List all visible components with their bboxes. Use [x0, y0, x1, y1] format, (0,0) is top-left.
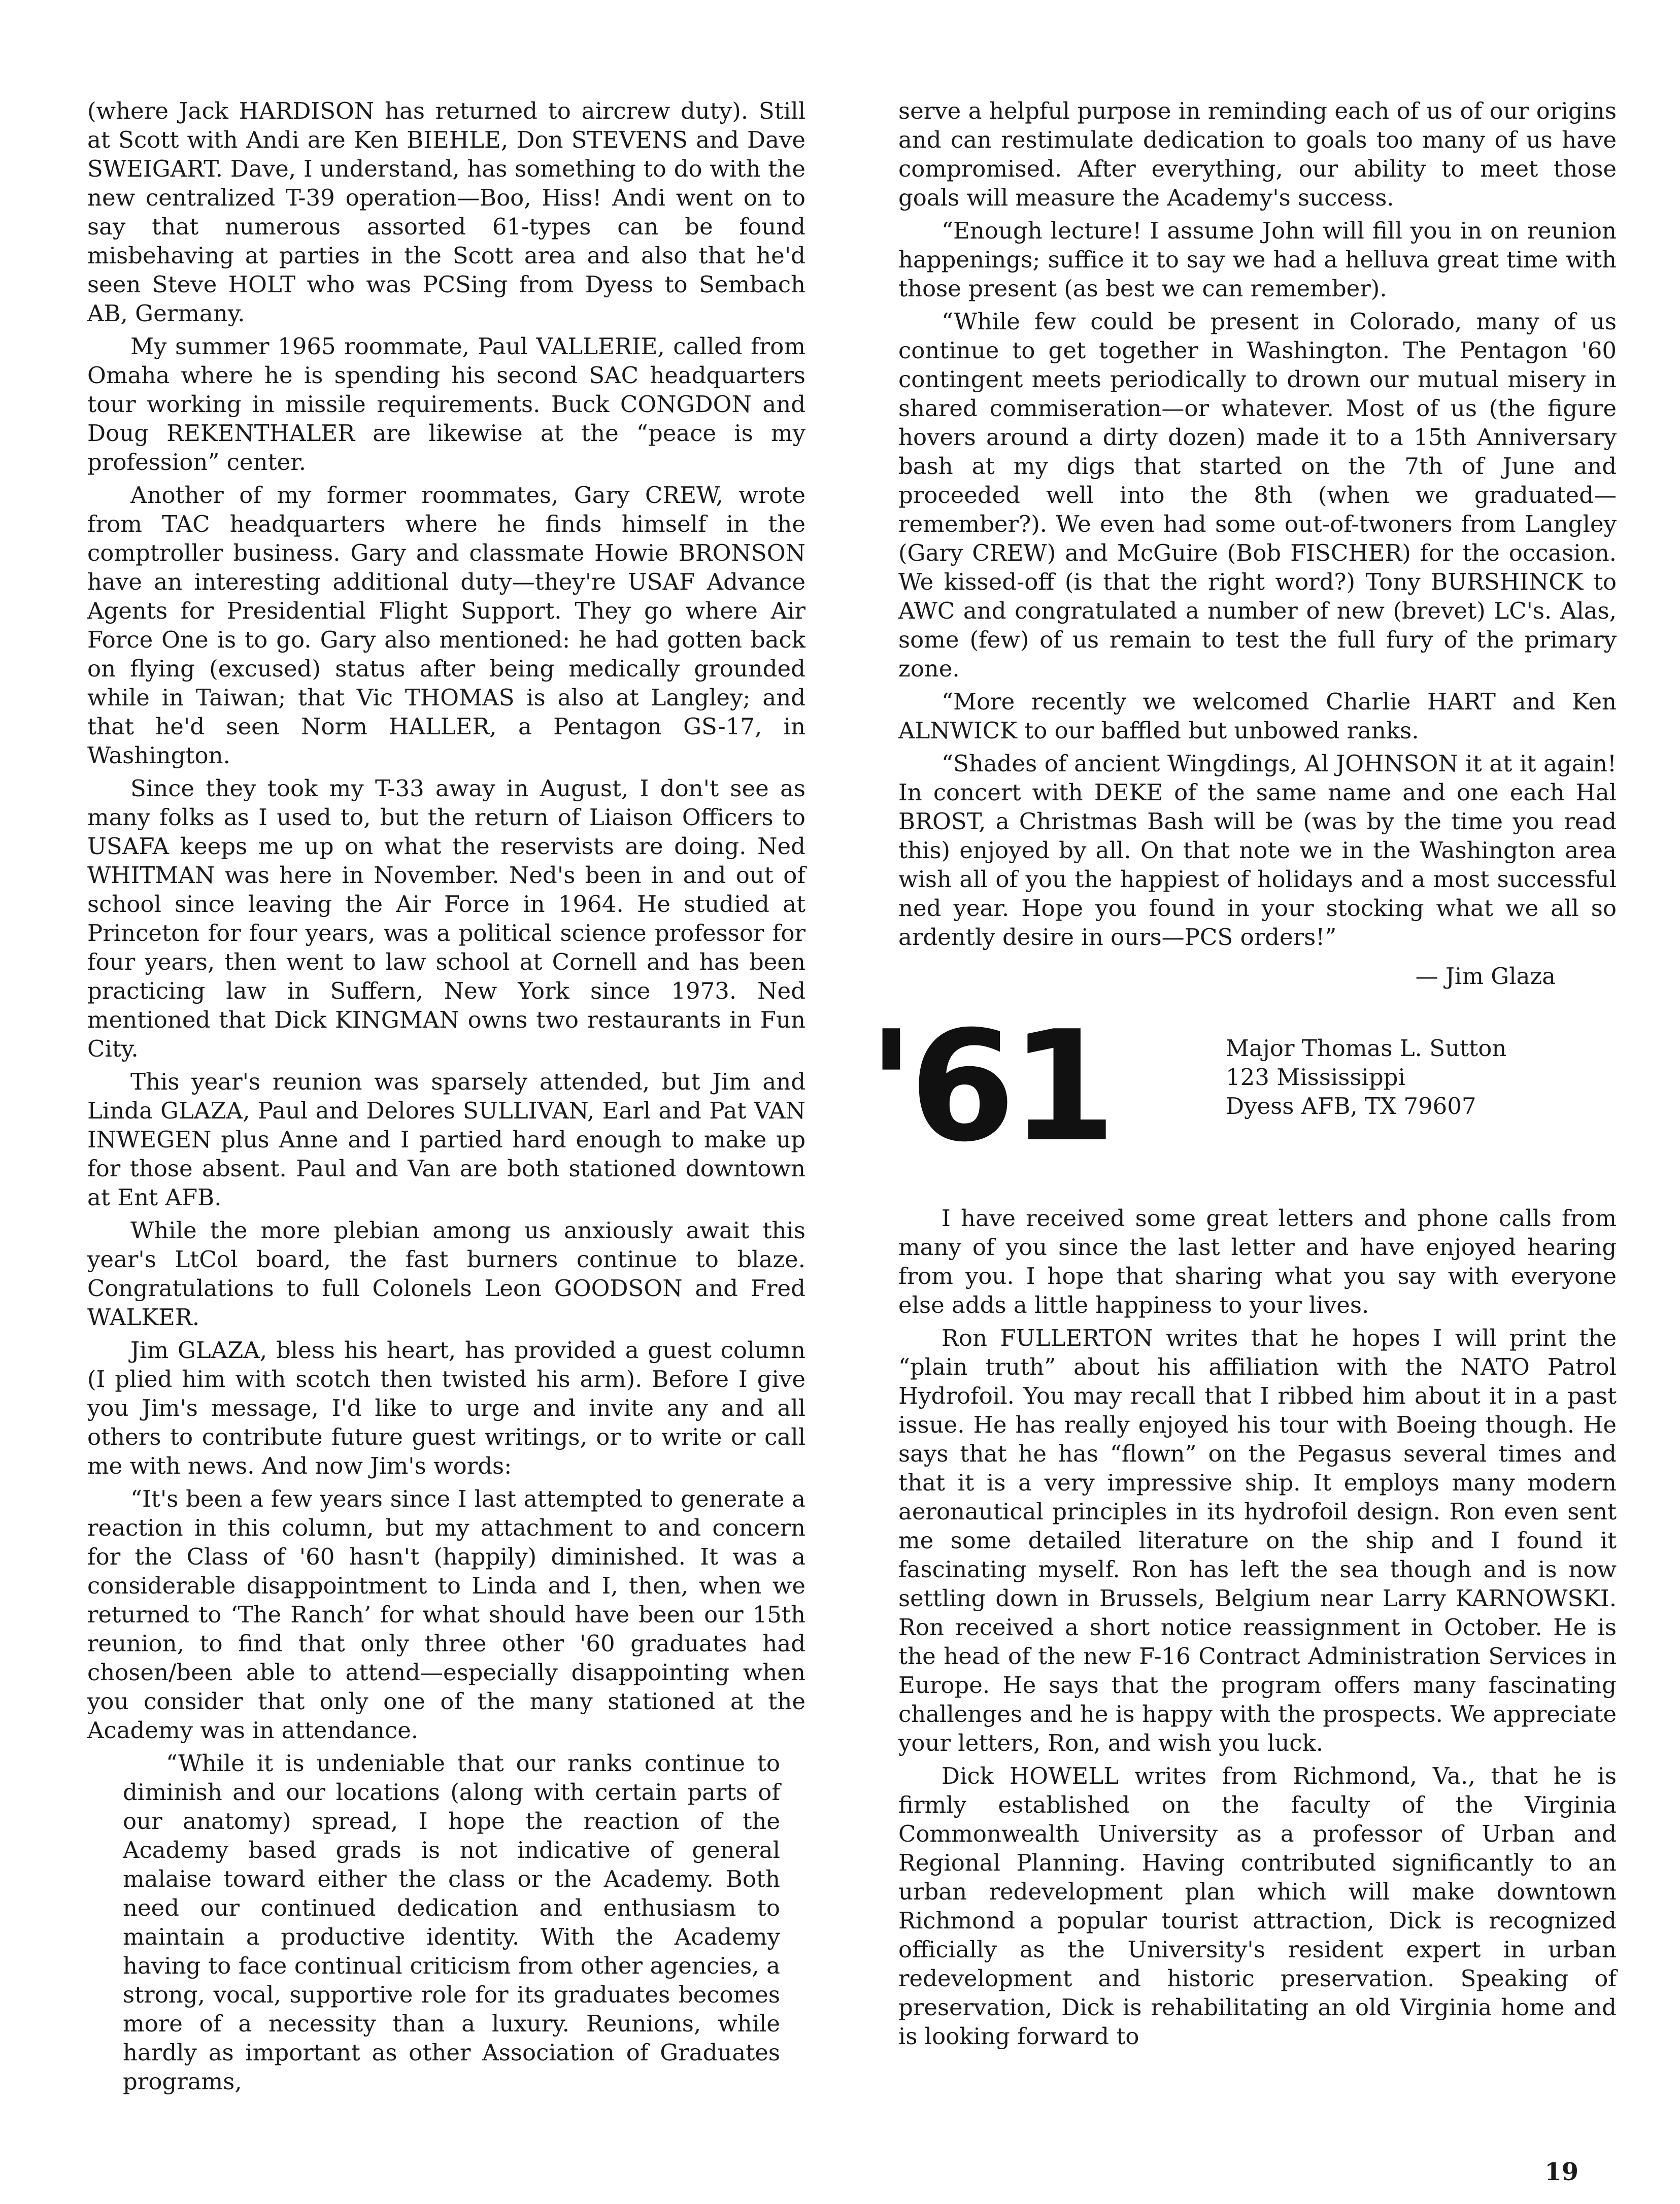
address-city: Dyess AFB, TX 79607 [1226, 1093, 1476, 1120]
paragraph: While the more plebian among us anxiously await this year's LtCol board, the fast burners continue to blaze. Congratulations to full Colonels Leon GOODSON and Fred WALKER. [87, 1217, 805, 1331]
paragraph: Since they took my T-33 away in August, I don't see as many folks as I used to, but the return of Liaison Officers to USAFA keeps me up on what the reservists are doing. Ned WHITMAN was here in November. Ned's been in and out of school since leaving the Air Force in 1964. He studied at Princeton for four years, was a political science professor for four years, then went to law school at Cornell and has been practicing law in Suffern, New York since 1973. Ned mentioned that Dick KINGMAN owns two restaurants in Fun City. [87, 775, 805, 1062]
paragraph: I have received some great letters and phone calls from many of you since the last letter and have enjoyed hearing from you. I hope that sharing what you say with everyone else adds a little happiness to your lives. [898, 1205, 1617, 1318]
paragraph: Another of my former roommates, Gary CREW, wrote from TAC headquarters where he finds himself in the comptroller business. Gary and classmate Howie BRONSON have an interesting additional duty—they're USAF Advance Agents for Presidential Flight Support. They go where Air Force One is to go. Gary also mentioned: he had gotten back on flying (excused) status after being medically grounded while in Taiwan; that Vic THOMAS is also at Langley; and that he'd seen Norm HALLER, a Pentagon GS-17, in Washington. [87, 482, 805, 769]
paragraph: Ron FULLERTON writes that he hopes I will print the “plain truth” about his affiliation with the NATO Patrol Hydrofoil. You may recall that I ribbed him about it in a past issue. He has really enjoyed his tour with Boeing though. He says that he has “flown” on the Pegasus several times and that it is a very impressive ship. It employs many modern aeronautical principles in its hydrofoil design. Ron even sent me some detailed literature on the ship and I found it fascinating myself. Ron has left the sea though and is now settling down in Brussels, Belgium near Larry KARNOWSKI. Ron received a short notice reassignment in October. He is the head of the new F-16 Contract Administration Services in Europe. He says that the program offers many fascinating challenges and he is happy with the prospects. We appreciate your letters, Ron, and wish you luck. [898, 1325, 1617, 1756]
left-column [87, 96, 805, 2100]
quoted-paragraph: “While few could be present in Colorado, many of us continue to get together in Washington. The Pentagon '60 contingent meets periodically to drown our mutual misery in shared commiseration—or whatever. Most of us (the figure hovers around a dirty dozen) made it to a 15th Anniversary bash at my digs that started on the 7th of June and proceeded well into the 8th (when we graduated—remember?). We even had some out-of-twoners from Langley (Gary CREW) and McGuire (Bob FISCHER) for the occasion. We kissed-off (is that the right word?) Tony BURSHINCK to AWC and congratulated a number of new (brevet) LC's. Alas, some (few) of us remain to test the full fury of the primary zone. [898, 308, 1617, 682]
guest-column-signature: — Jim Glaza [1415, 963, 1556, 990]
paragraph: serve a helpful purpose in reminding each of us of our origins and can restimulate dedication to goals too many of us have compromised. After everything, our ability to meet those goals will measure the Academy's success. [898, 97, 1617, 211]
paragraph: (where Jack HARDISON has returned to aircrew duty). Still at Scott with Andi are Ken BIEHLE, Don STEVENS and Dave SWEIGART. Dave, I understand, has something to do with the new centralized T-39 operation—Boo, Hiss! Andi went on to say that numerous assorted 61-types can be found misbehaving at parties in the Scott area and also that he'd seen Steve HOLT who was PCSing from Dyess to Sembach AB, Germany. [87, 97, 805, 327]
paragraph: Dick HOWELL writes from Richmond, Va., that he is firmly established on the faculty of the Virginia Commonwealth University as a professor of Urban and Regional Planning. Having contributed significantly to an urban redevelopment plan which will make downtown Richmond a popular tourist attraction, Dick is recognized officially as the University's resident expert in urban redevelopment and historic preservation. Speaking of preservation, Dick is rehabilitating an old Virginia home and is looking forward to [898, 1762, 1617, 2050]
address-name: Major Thomas L. Sutton [1226, 1035, 1507, 1062]
paragraph: This year's reunion was sparsely attended, but Jim and Linda GLAZA, Paul and Delores SULLIVAN, Earl and Pat VAN INWEGEN plus Anne and I partied hard enough to make up for those absent. Paul and Van are both stationed downtown at Ent AFB. [87, 1068, 805, 1211]
quoted-paragraph: “It's been a few years since I last attempted to generate a reaction in this column, but my attachment to and concern for the Class of '60 hasn't (happily) diminished. It was a considerable disappointment to Linda and I, then, when we returned to ‘The Ranch’ for what should have been our 15th reunion, to find that only three other '60 graduates had chosen/been able to attend—especially disappointing when you consider that only one of the many stationed at the Academy was in attendance. [87, 1485, 805, 1744]
paragraph: Jim GLAZA, bless his heart, has provided a guest column (I plied him with scotch then twisted his arm). Before I give you Jim's message, I'd like to urge and invite any and all others to contribute future guest writings, or to write or call me with news. And now Jim's words: [87, 1337, 805, 1479]
quoted-paragraph: “While it is undeniable that our ranks continue to diminish and our locations (along with certain parts of our anatomy) spread, I hope the reaction of the Academy based grads is not indicative of general malaise toward either the class or the Academy. Both need our continued dedication and enthusiasm to maintain a productive identity. With the Academy having to face continual criticism from other agencies, a strong, vocal, supportive role for its graduates becomes more of a necessity than a luxury. Reunions, while hardly as important as other Association of Graduates programs, [123, 1750, 780, 2095]
quoted-paragraph: “More recently we welcomed Charlie HART and Ken ALNWICK to our baffled but unbowed ranks. [898, 688, 1617, 744]
address-street: 123 Mississippi [1226, 1064, 1405, 1091]
class-section-header [868, 998, 1617, 1194]
quoted-paragraph: “Shades of ancient Wingdings, Al JOHNSON it at it again! In concert with DEKE of the same name and one each Hal BROST, a Christmas Bash will be (was by the time you read this) enjoyed by all. On that note we in the Washington area wish all of you the happiest of holidays and a most successful ned year. Hope you found in your stocking what we all so ardently desire in ours—PCS orders!” [898, 750, 1617, 951]
correspondent-address [1226, 1034, 1506, 1121]
page-number: 19 [1544, 2158, 1578, 2186]
quoted-paragraph: “Enough lecture! I assume John will fill you in on reunion happenings; suffice it to say we had a helluva great time with those present (as best we can remember). [898, 217, 1617, 302]
right-column [868, 96, 1617, 2055]
class-year-numeral: '61 [868, 998, 1112, 1175]
paragraph: My summer 1965 roommate, Paul VALLERIE, called from Omaha where he is spending his second SAC headquarters tour working in missile requirements. Buck CONGDON and Doug REKENTHALER are likewise at the “peace is my profession” center. [87, 333, 805, 476]
